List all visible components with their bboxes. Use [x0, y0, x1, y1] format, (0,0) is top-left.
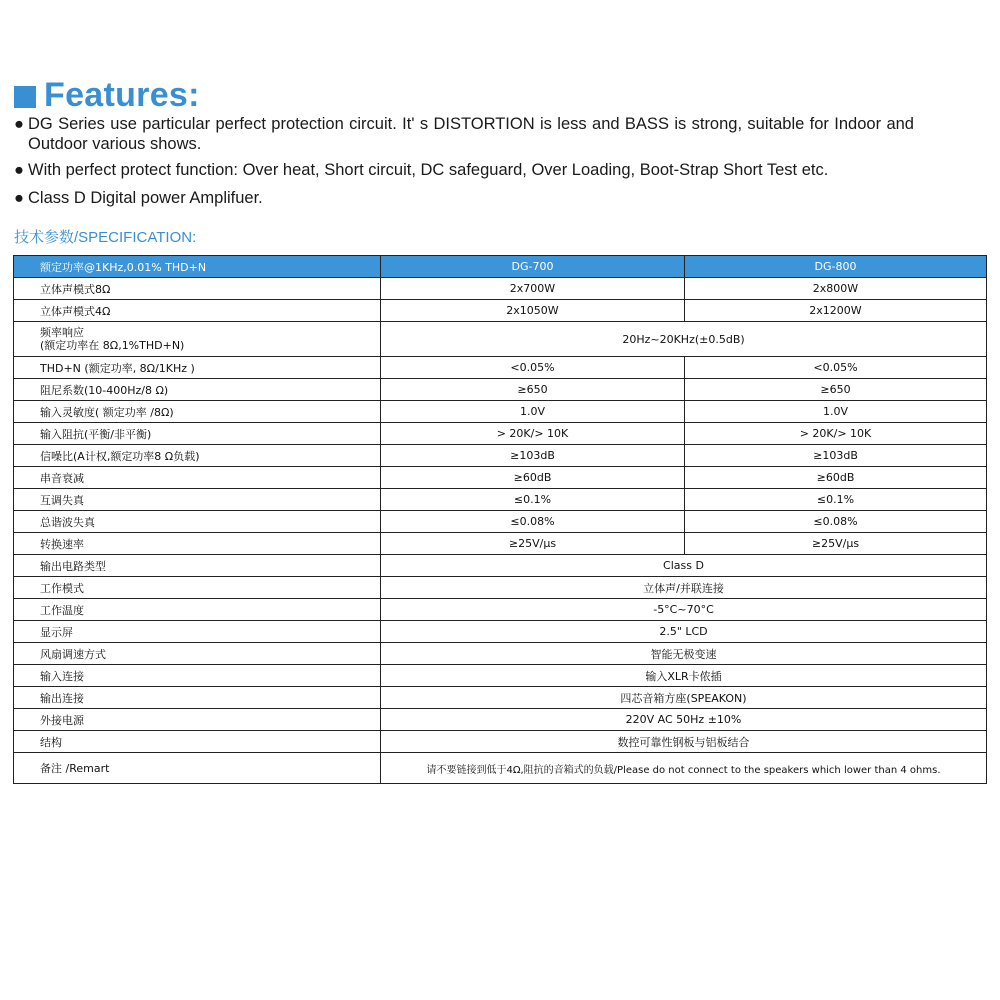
spec-label-text: 输出连接: [40, 691, 84, 705]
spec-label-text: 输入灵敏度( 额定功率 /8Ω): [40, 405, 174, 419]
spec-row-label: [14, 379, 381, 401]
spec-value-dg700: <0.05%: [381, 357, 685, 379]
feature-item: [14, 114, 914, 154]
spec-row-label: [14, 753, 381, 784]
spec-label-text: 工作温度: [40, 603, 84, 617]
spec-label-text: 输出电路类型: [40, 559, 106, 573]
spec-row: [14, 533, 987, 555]
spec-row-label: [14, 357, 381, 379]
heading-square-icon: [14, 86, 36, 108]
spec-row: [14, 423, 987, 445]
spec-label-text: 结构: [40, 735, 62, 749]
spec-value-dg700: 2x1050W: [381, 300, 685, 322]
spec-value-text: 20Hz~20KHz(±0.5dB): [622, 332, 745, 346]
spec-row-label: [14, 278, 381, 300]
spec-row-label: [14, 401, 381, 423]
spec-value-text: 数控可靠性钢板与铝板结合: [617, 735, 750, 749]
spec-label-text: 转换速率: [40, 537, 84, 551]
spec-value-dg700: 2x700W: [381, 278, 685, 300]
spec-row-label: [14, 423, 381, 445]
spec-value-dg700: ≤0.1%: [381, 489, 685, 511]
spec-value-dg800: 2x800W: [685, 278, 987, 300]
spec-row-label: [14, 665, 381, 687]
spec-row-label: [14, 709, 381, 731]
spec-row-label: [14, 599, 381, 621]
spec-header-row: [14, 256, 987, 278]
spec-row: [14, 401, 987, 423]
spec-row-value: [381, 665, 987, 687]
spec-value-dg800: ≥60dB: [685, 467, 987, 489]
spec-row: [14, 577, 987, 599]
spec-label-text: 输入阻抗(平衡/非平衡): [40, 427, 152, 441]
spec-label-text: 风扇调速方式: [40, 647, 106, 661]
spec-row-label: [14, 621, 381, 643]
spec-value-dg700: > 20K/> 10K: [381, 423, 685, 445]
spec-row-value: [381, 643, 987, 665]
spec-row-label: [14, 511, 381, 533]
spec-value-text: 2.5" LCD: [659, 625, 708, 638]
spec-label-text: 阻尼系数(10-400Hz/8 Ω): [40, 383, 169, 397]
bullet-icon: ●: [14, 115, 24, 133]
spec-row: [14, 445, 987, 467]
spec-value-dg800: ≥103dB: [685, 445, 987, 467]
spec-row-value: [381, 621, 987, 643]
feature-item: [14, 188, 924, 208]
spec-row-label: [14, 643, 381, 665]
spec-body: [14, 278, 987, 784]
spec-value-text: 220V AC 50Hz ±10%: [625, 713, 742, 726]
spec-row-value: [381, 322, 987, 357]
spec-row: [14, 687, 987, 709]
spec-row: [14, 731, 987, 753]
spec-label-text: 显示屏: [40, 625, 73, 639]
spec-value-text: -5°C~70°C: [653, 603, 714, 616]
spec-row: [14, 709, 987, 731]
spec-row: [14, 379, 987, 401]
spec-label-text: 频率响应: [40, 326, 84, 339]
spec-row-value: [381, 731, 987, 753]
spec-row: [14, 753, 987, 784]
spec-value-dg700: ≥650: [381, 379, 685, 401]
spec-row: [14, 621, 987, 643]
features-heading: [14, 72, 200, 118]
feature-text: Class D Digital power Amplifuer.: [28, 189, 263, 207]
spec-row-value: [381, 599, 987, 621]
spec-row-value: [381, 687, 987, 709]
spec-label-text: 输入连接: [40, 669, 84, 683]
spec-row-label: [14, 445, 381, 467]
spec-value-text: 四芯音箱方座(SPEAKON): [620, 691, 747, 705]
spec-row-value: [381, 709, 987, 731]
spec-table: [13, 255, 987, 784]
spec-label-text: 工作模式: [40, 581, 84, 595]
spec-label-text: 信噪比(A计权,额定功率8 Ω负载): [40, 449, 200, 463]
spec-row-value: [381, 555, 987, 577]
feature-text: DG Series use particular perfect protection circuit. It' s DISTORTION is less and BASS is strong, suitable for Indoor and Outdoor various shows.: [28, 115, 914, 153]
spec-label-text: 立体声模式8Ω: [40, 282, 111, 296]
features-title: Features:: [44, 75, 200, 114]
spec-row-label: [14, 577, 381, 599]
spec-row-value: [381, 577, 987, 599]
spec-value-dg700: ≥25V/μs: [381, 533, 685, 555]
spec-row-value: [381, 753, 987, 784]
spec-row: [14, 322, 987, 357]
spec-value-dg800: ≥25V/μs: [685, 533, 987, 555]
bullet-icon: ●: [14, 189, 24, 207]
spec-label-text: 串音衰减: [40, 471, 84, 485]
spec-row: [14, 489, 987, 511]
spec-row: [14, 665, 987, 687]
header-model-dg800: DG-800: [685, 256, 987, 278]
spec-label-text: 外接电源: [40, 713, 84, 727]
spec-row-label: [14, 489, 381, 511]
spec-label-subtext: (额定功率在 8Ω,1%THD+N): [40, 339, 185, 352]
spec-row-label: [14, 731, 381, 753]
spec-value-dg800: 2x1200W: [685, 300, 987, 322]
spec-row: [14, 511, 987, 533]
spec-row-label: [14, 555, 381, 577]
bullet-icon: ●: [14, 161, 24, 179]
spec-row: [14, 300, 987, 322]
spec-value-dg700: ≥60dB: [381, 467, 685, 489]
spec-value-dg800: <0.05%: [685, 357, 987, 379]
spec-value-dg700: ≥103dB: [381, 445, 685, 467]
spec-value-dg800: 1.0V: [685, 401, 987, 423]
spec-row: [14, 643, 987, 665]
spec-value-dg800: ≥650: [685, 379, 987, 401]
spec-value-dg800: ≤0.1%: [685, 489, 987, 511]
spec-value-text: 立体声/并联连接: [643, 581, 724, 595]
spec-value-text: Class D: [663, 559, 704, 572]
spec-label-text: 互调失真: [40, 493, 84, 507]
spec-label-text: 立体声模式4Ω: [40, 304, 111, 318]
spec-value-text: 输入XLR卡侬插: [645, 669, 722, 683]
feature-text: With perfect protect function: Over heat, Short circuit, DC safeguard, Over Loading, Boot-Strap Short Test etc.: [28, 161, 829, 179]
spec-value-dg700: ≤0.08%: [381, 511, 685, 533]
spec-label-text: 备注 /Remart: [40, 762, 110, 775]
spec-row-label: [14, 467, 381, 489]
spec-row-label: [14, 687, 381, 709]
spec-label-text: THD+N (额定功率, 8Ω/1KHz ): [40, 361, 195, 375]
spec-row-label: [14, 322, 381, 357]
spec-row: [14, 599, 987, 621]
spec-row: [14, 555, 987, 577]
spec-value-text: 智能无极变速: [650, 647, 717, 661]
feature-item: [14, 160, 924, 180]
spec-row: [14, 357, 987, 379]
spec-row: [14, 278, 987, 300]
spec-title: 技术参数/SPECIFICATION:: [14, 229, 197, 246]
header-label: 额定功率@1KHz,0.01% THD+N: [14, 256, 381, 278]
spec-value-dg700: 1.0V: [381, 401, 685, 423]
spec-value-text: 请不要链接到低于4Ω,阻抗的音箱式的负载/Please do not connect to the speakers which lower than 4 ohms.: [426, 764, 941, 776]
spec-row: [14, 467, 987, 489]
header-model-dg700: DG-700: [381, 256, 685, 278]
spec-label-text: 总谐波失真: [40, 515, 95, 529]
spec-value-dg800: ≤0.08%: [685, 511, 987, 533]
spec-row-label: [14, 300, 381, 322]
spec-value-dg800: > 20K/> 10K: [685, 423, 987, 445]
spec-row-label: [14, 533, 381, 555]
